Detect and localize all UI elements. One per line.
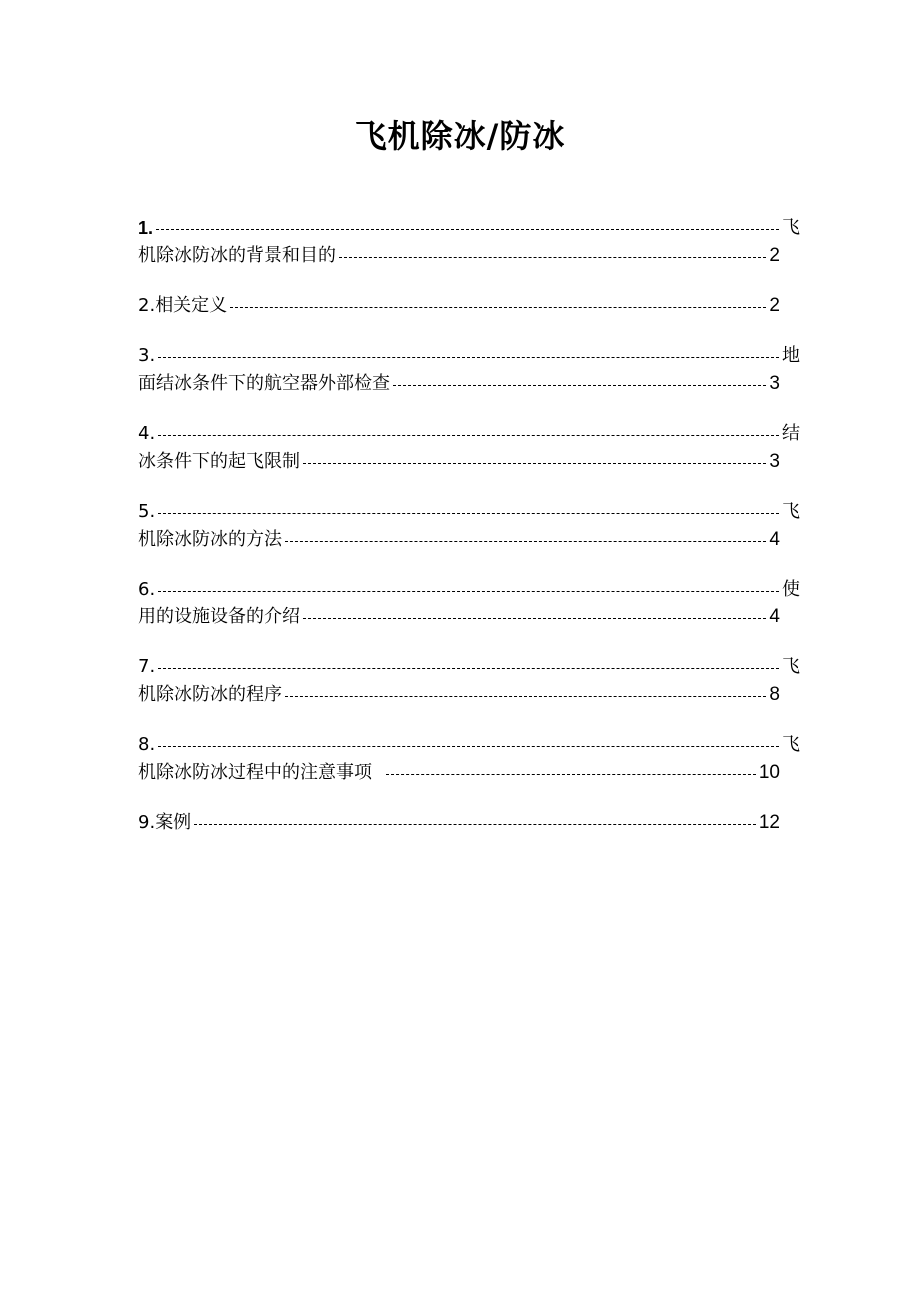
toc-entry-8-line-2 <box>138 760 780 786</box>
toc-entry-3-first-char: 地 <box>782 345 800 366</box>
toc-entry-2-number: 2. <box>138 295 156 316</box>
toc-entry-4-line-2 <box>138 449 780 475</box>
toc-leader <box>194 824 756 825</box>
toc-entry-7-line-1 <box>138 654 800 680</box>
toc-entry-4-first-char: 结 <box>782 423 800 444</box>
toc-leader <box>230 307 766 308</box>
toc-leader <box>158 435 779 436</box>
toc-entry-1-line-2 <box>138 243 780 269</box>
toc-leader <box>158 357 779 358</box>
toc-entry-1-line-1 <box>138 215 800 241</box>
toc-entry-7-text: 机除冰防冰的程序 <box>138 684 282 705</box>
toc-entry-7-page: 8 <box>769 684 780 705</box>
toc-entry-9-text: 案例 <box>155 812 192 833</box>
toc-entry-6-first-char: 使 <box>782 579 800 600</box>
toc-entry-4-line-1 <box>138 421 800 447</box>
toc-entry-4-text: 冰条件下的起飞限制 <box>138 451 300 472</box>
toc-entry-3-page: 3 <box>769 373 780 394</box>
toc-entry-2-page: 2 <box>769 295 780 316</box>
toc-entry-5-line-2 <box>138 527 780 553</box>
toc-entry-1-number: 1. <box>138 218 154 238</box>
toc-leader <box>156 229 779 230</box>
toc-entry-2 <box>138 293 780 319</box>
toc-entry-5-text: 机除冰防冰的方法 <box>138 529 282 550</box>
toc-leader <box>393 385 766 386</box>
toc-entry-9-page: 12 <box>758 812 780 833</box>
toc-entry-2-text: 相关定义 <box>155 295 228 316</box>
toc-entry-1-text: 机除冰防冰的背景和目的 <box>138 245 336 266</box>
toc-leader <box>339 257 766 258</box>
toc-entry-8-number: 8. <box>138 734 156 755</box>
toc-leader <box>303 463 766 464</box>
toc-entry-9-number: 9. <box>138 812 156 833</box>
toc-entry-6-text: 用的设施设备的介绍 <box>138 606 300 627</box>
toc-leader <box>303 618 766 619</box>
toc-leader <box>158 746 779 747</box>
toc-entry-8-first-char: 飞 <box>782 734 800 755</box>
toc-leader <box>285 696 766 697</box>
toc-entry-9 <box>138 810 780 836</box>
toc-leader <box>158 668 779 669</box>
toc-entry-5-number: 5. <box>138 501 156 522</box>
toc-leader <box>158 513 779 514</box>
toc-entry-1-first-char: 飞 <box>782 217 800 238</box>
toc-entry-5-line-1 <box>138 499 800 525</box>
toc-entry-6-page: 4 <box>769 606 780 627</box>
toc-entry-5-first-char: 飞 <box>782 501 800 522</box>
toc-leader <box>285 541 766 542</box>
toc-entry-1-page: 2 <box>769 245 780 266</box>
toc-entry-7-number: 7. <box>138 656 156 677</box>
toc-entry-4-page: 3 <box>769 451 780 472</box>
document-title: 飞机除冰/防冰 <box>354 117 566 155</box>
toc-entry-6-number: 6. <box>138 579 156 600</box>
toc-leader <box>158 591 779 592</box>
toc-entry-3-line-2 <box>138 371 780 397</box>
toc-entry-5-page: 4 <box>769 529 780 550</box>
toc-entry-4-number: 4. <box>138 423 156 444</box>
toc-leader <box>386 774 756 775</box>
toc-entry-6-line-1 <box>138 577 800 603</box>
toc-entry-3-text: 面结冰条件下的航空器外部检查 <box>138 373 390 394</box>
toc-entry-8-line-1 <box>138 732 800 758</box>
toc-entry-3-line-1 <box>138 343 800 369</box>
toc-entry-7-line-2 <box>138 682 780 708</box>
toc-entry-7-first-char: 飞 <box>782 656 800 677</box>
toc-entry-8-text: 机除冰防冰过程中的注意事项 <box>138 762 372 783</box>
toc-entry-3-number: 3. <box>138 345 156 366</box>
toc-entry-8-page: 10 <box>758 762 780 783</box>
toc-entry-6-line-2 <box>138 604 780 630</box>
